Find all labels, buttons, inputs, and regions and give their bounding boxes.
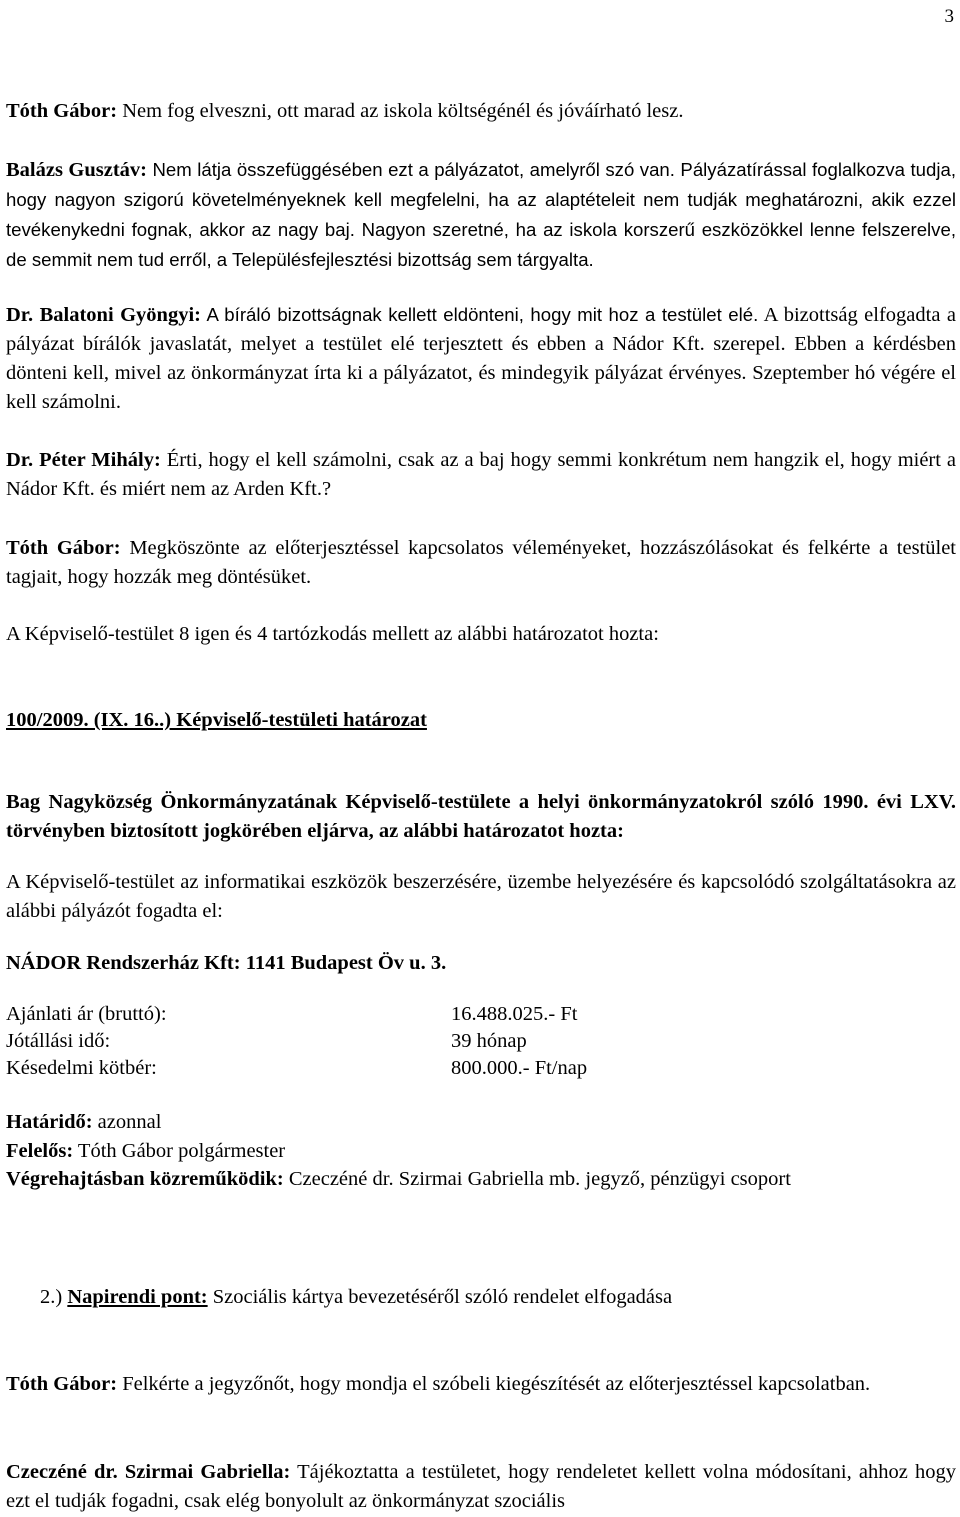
speaker-name: Balázs Gusztáv: bbox=[6, 159, 147, 181]
agenda-label: Napirendi pont: bbox=[67, 1286, 208, 1308]
resolution-title: 100/2009. (IX. 16..) Képviselő-testületi határozat bbox=[6, 709, 427, 731]
paragraph-toth-gabor-1 bbox=[6, 97, 956, 126]
speaker-name: Tóth Gábor: bbox=[6, 100, 118, 122]
resolution-intro: Bag Nagyközség Önkormányzatának Képviselő-testülete a helyi önkormányzatokról szóló 1990. évi LXV. törvényben biztosított jogkörében eljárva, az alábbi határozatot hozta: bbox=[6, 791, 956, 842]
detail-label: Késedelmi kötbér: bbox=[6, 1057, 157, 1079]
statement-text: Megköszönte az előterjesztéssel kapcsolatos véleményeket, hozzászólásokat és felkérte a testület tagjait, hogy hozzák meg döntésüket. bbox=[6, 537, 956, 588]
statement-text: Érti, hogy el kell számolni, csak az a baj hogy semmi konkrétum nem hangzik el, hogy miért a Nádor Kft. és miért nem az Arden Kft.? bbox=[6, 449, 956, 500]
page-number: 3 bbox=[944, 6, 954, 27]
detail-label: Ajánlati ár (bruttó): bbox=[6, 1003, 167, 1025]
paragraph-toth-gabor-2 bbox=[6, 534, 956, 592]
statement-text: Tájékoztatta a testületet, hogy rendeletet kellett volna módosítani, ahhoz hogy ezt el tudják fogadni, csak elég bonyolult az önkormányzat szociális bbox=[6, 1461, 956, 1512]
speaker-name: Dr. Balatoni Gyöngyi: bbox=[6, 304, 201, 326]
deadline-line: Határidő: azonnal bbox=[6, 1111, 162, 1133]
detail-value: 39 hónap bbox=[451, 1030, 527, 1052]
paragraph-balazs-gusztav bbox=[6, 155, 956, 275]
executor-line: Végrehajtásban közreműködik: Czeczéné dr. Szirmai Gabriella mb. jegyző, pénzügyi csoport bbox=[6, 1168, 791, 1190]
offer-detail-row bbox=[6, 1027, 956, 1056]
responsible-line: Felelős: Tóth Gábor polgármester bbox=[6, 1140, 286, 1162]
speaker-name: Czeczéné dr. Szirmai Gabriella: bbox=[6, 1461, 291, 1483]
winner-company: NÁDOR Rendszerház Kft: 1141 Budapest Öv u. 3. bbox=[6, 952, 447, 974]
paragraph-balatoni-gyongyi bbox=[6, 300, 956, 417]
paragraph-toth-gabor-3 bbox=[6, 1370, 956, 1399]
resolution-body: A Képviselő-testület az informatikai eszközök beszerzésére, üzembe helyezésére és kapcsolódó szolgáltatásokra az alábbi pályázót fogadta el: bbox=[6, 871, 956, 922]
statement-text: A bíráló bizottságnak kellett eldönteni, hogy mit hoz a testület elé. bbox=[200, 304, 759, 325]
offer-detail-row bbox=[6, 1000, 956, 1029]
speaker-name: Tóth Gábor: bbox=[6, 1373, 118, 1395]
offer-detail-row bbox=[6, 1054, 956, 1083]
paragraph-peter-mihaly bbox=[6, 446, 956, 504]
agenda-number: 2.) bbox=[40, 1286, 63, 1308]
statement-text: Nem látja összefüggésében ezt a pályázatot, amelyről szó van. Pályázatírással foglalkozva tudja, hogy nagyon szigorú követelményeknek kell megfelelni, ha az alaptételeit nem tudják meghatározni, akik ezzel tevékenykedni fognak, akkor az nagy baj. Nagyon szeretné, ha az iskola korszerű eszközökkel lenne felszerelve, de semmit nem tud erről, a Településfejlesztési bizottság sem tárgyalta. bbox=[6, 159, 957, 270]
speaker-name: Tóth Gábor: bbox=[6, 537, 121, 559]
detail-value: 800.000.- Ft/nap bbox=[451, 1057, 588, 1079]
detail-label: Jótállási idő: bbox=[6, 1030, 111, 1052]
speaker-name: Dr. Péter Mihály: bbox=[6, 449, 161, 471]
agenda-title: Szociális kártya bevezetéséről szóló rendelet elfogadása bbox=[207, 1286, 673, 1308]
statement-text: Nem fog elveszni, ott marad az iskola költségénél és jóváírható lesz. bbox=[117, 100, 684, 122]
vote-result: A Képviselő-testület 8 igen és 4 tartózkodás mellett az alábbi határozatot hozta: bbox=[6, 623, 659, 645]
agenda-item-2 bbox=[40, 1283, 940, 1312]
statement-text: Felkérte a jegyzőnőt, hogy mondja el szóbeli kiegészítését az előterjesztéssel kapcsolatban. bbox=[117, 1373, 871, 1395]
statement-text-continued: A bizottság elfogadta a pályázat bírálók javaslatát, melyet a testület elé terjesztett és ebben a Nádor Kft. szerepel. Ebben a kérdésben dönteni kell, mivel az önkormányzat írta ki a pályázatot, és mindegyik pályázat érvényes. Szeptember hó végére el kell számolni. bbox=[6, 304, 956, 413]
paragraph-czeczene bbox=[6, 1458, 956, 1516]
detail-value: 16.488.025.- Ft bbox=[451, 1003, 578, 1025]
